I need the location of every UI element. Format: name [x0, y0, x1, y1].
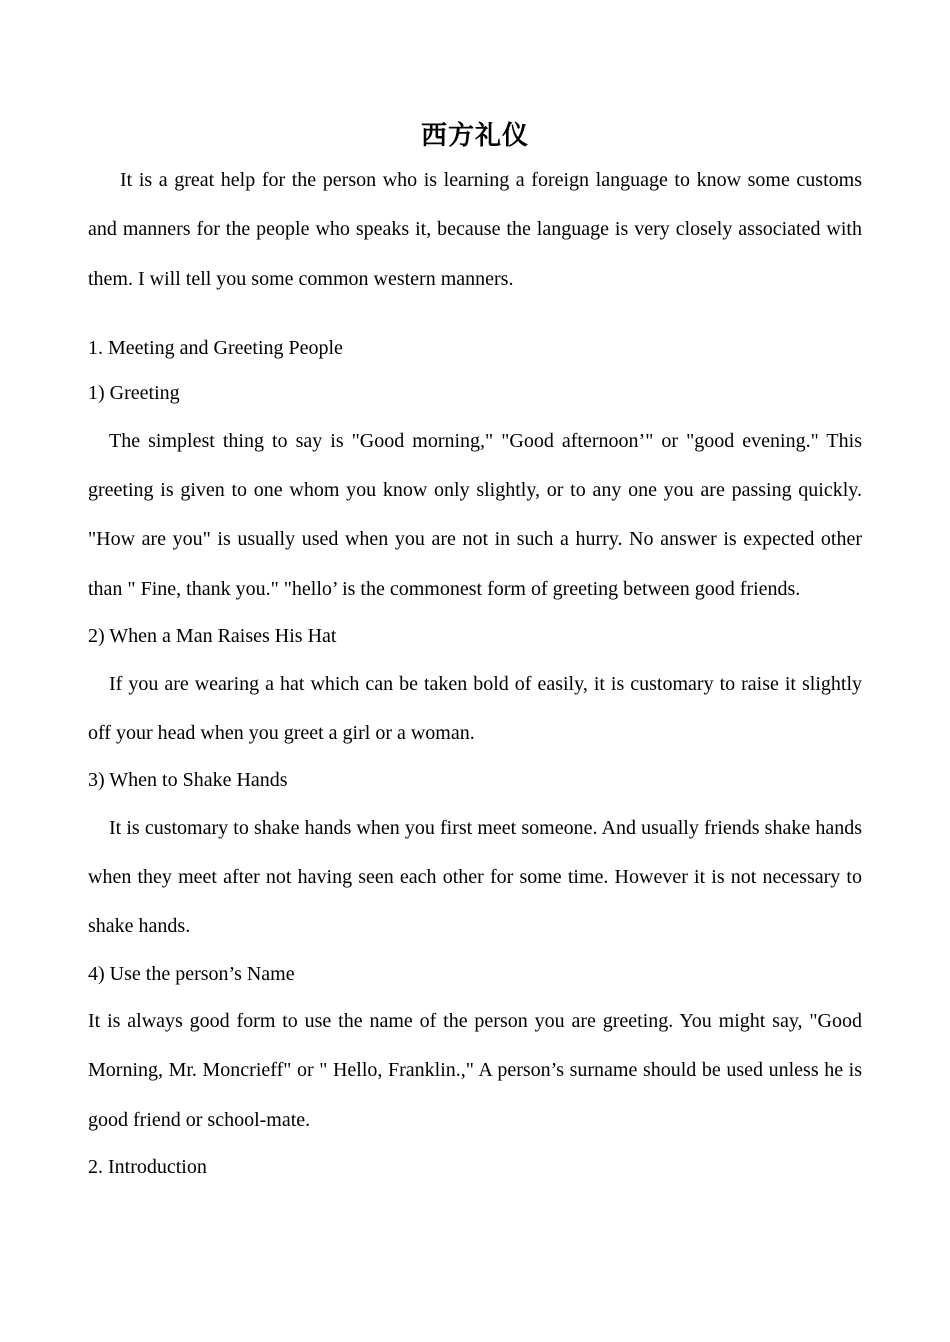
section-heading-introduction: 2. Introduction [88, 1155, 207, 1178]
use-name-paragraph: It is always good form to use the name of the person you are greeting. You might say, "Good Morning, Mr. Moncrieff" or " Hello, Franklin.," A person’s surname should be used unless he is good friend or school-mate. [88, 1010, 862, 1131]
subsection-heading-shake-hands: 3) When to Shake Hands [88, 769, 288, 792]
subsection-heading-use-name: 4) Use the person’s Name [88, 962, 295, 985]
document-content [88, 116, 862, 1190]
section-heading-meeting-greeting: 1. Meeting and Greeting People [88, 336, 343, 359]
greeting-paragraph: The simplest thing to say is "Good morning," "Good afternoon’" or "good evening." This greeting is given to one whom you know only slightly, or to any one you are passing quickly. "How are you" is usually used when you are not in such a hurry. No answer is expected other than " Fine, thank you." "hello’ is the commonest form of greeting between good friends. [88, 429, 862, 600]
document-title: 西方礼仪 [420, 121, 529, 151]
shake-hands-paragraph: It is customary to shake hands when you first meet someone. And usually friends shake hands when they meet after not having seen each other for some time. However it is not necessary to shake hands. [88, 816, 862, 938]
subsection-heading-greeting: 1) Greeting [88, 382, 180, 405]
raise-hat-paragraph: If you are wearing a hat which can be taken bold of easily, it is customary to raise it slightly off your head when you greet a girl or a woman. [88, 672, 862, 744]
subsection-heading-raise-hat: 2) When a Man Raises His Hat [88, 625, 337, 648]
intro-paragraph: It is a great help for the person who is learning a foreign language to know some customs and manners for the people who speaks it, because the language is very closely associated with them. I will tell you some common western manners. [88, 169, 862, 290]
